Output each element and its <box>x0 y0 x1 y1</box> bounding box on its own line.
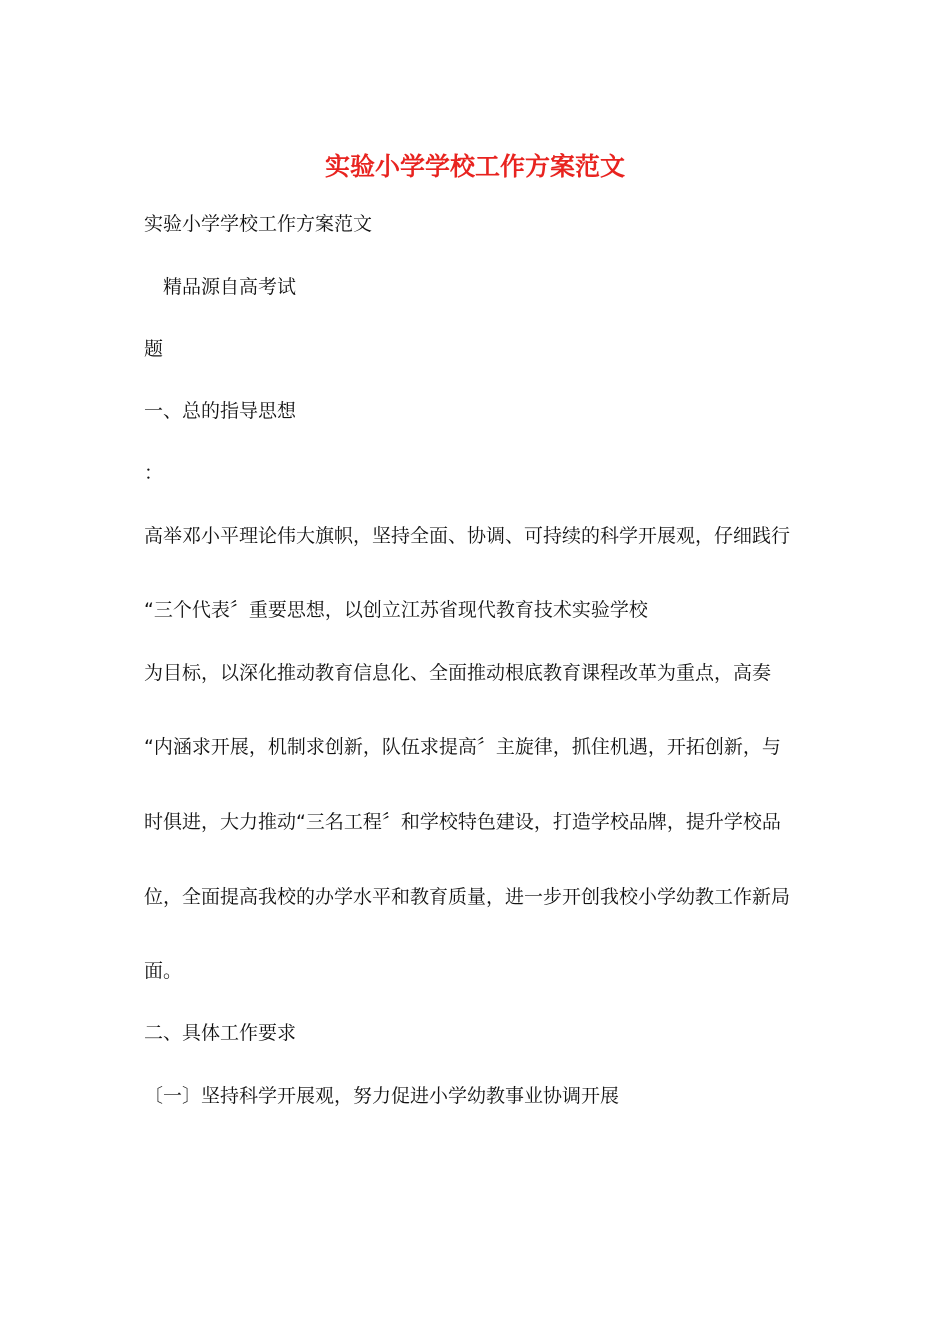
paragraph-line: 为目标，以深化推动教育信息化、全面推动根底教育课程改革为重点，高奏 <box>144 662 772 684</box>
source-line-continued: 题 <box>144 338 164 360</box>
source-line: 精品源自高考试 <box>163 276 297 298</box>
paragraph-line: 位，全面提高我校的办学水平和教育质量，进一步开创我校小学幼教工作新局 <box>144 886 791 908</box>
paragraph-line: 时俱进，大力推动“三名工程〞和学校特色建设，打造学校品牌，提升学校品 <box>144 811 781 833</box>
paragraph-line: 高举邓小平理论伟大旗帜，坚持全面、协调、可持续的科学开展观，仔细践行 <box>144 525 791 547</box>
colon-line: ： <box>144 462 164 484</box>
paragraph-line: 面。 <box>144 960 183 982</box>
document-title: 实验小学学校工作方案范文 <box>324 152 625 181</box>
section-heading-2: 二、具体工作要求 <box>144 1022 297 1044</box>
paragraph-line: “三个代表〞重要思想，以创立江苏省现代教育技术实验学校 <box>144 599 648 621</box>
subtitle-line: 实验小学学校工作方案范文 <box>144 213 373 235</box>
paragraph-line: “内涵求开展，机制求创新，队伍求提高〞主旋律，抓住机遇，开拓创新，与 <box>144 736 781 758</box>
subsection-heading: 〔一〕坚持科学开展观，努力促进小学幼教事业协调开展 <box>144 1085 620 1107</box>
section-heading-1: 一、总的指导思想 <box>144 400 297 422</box>
